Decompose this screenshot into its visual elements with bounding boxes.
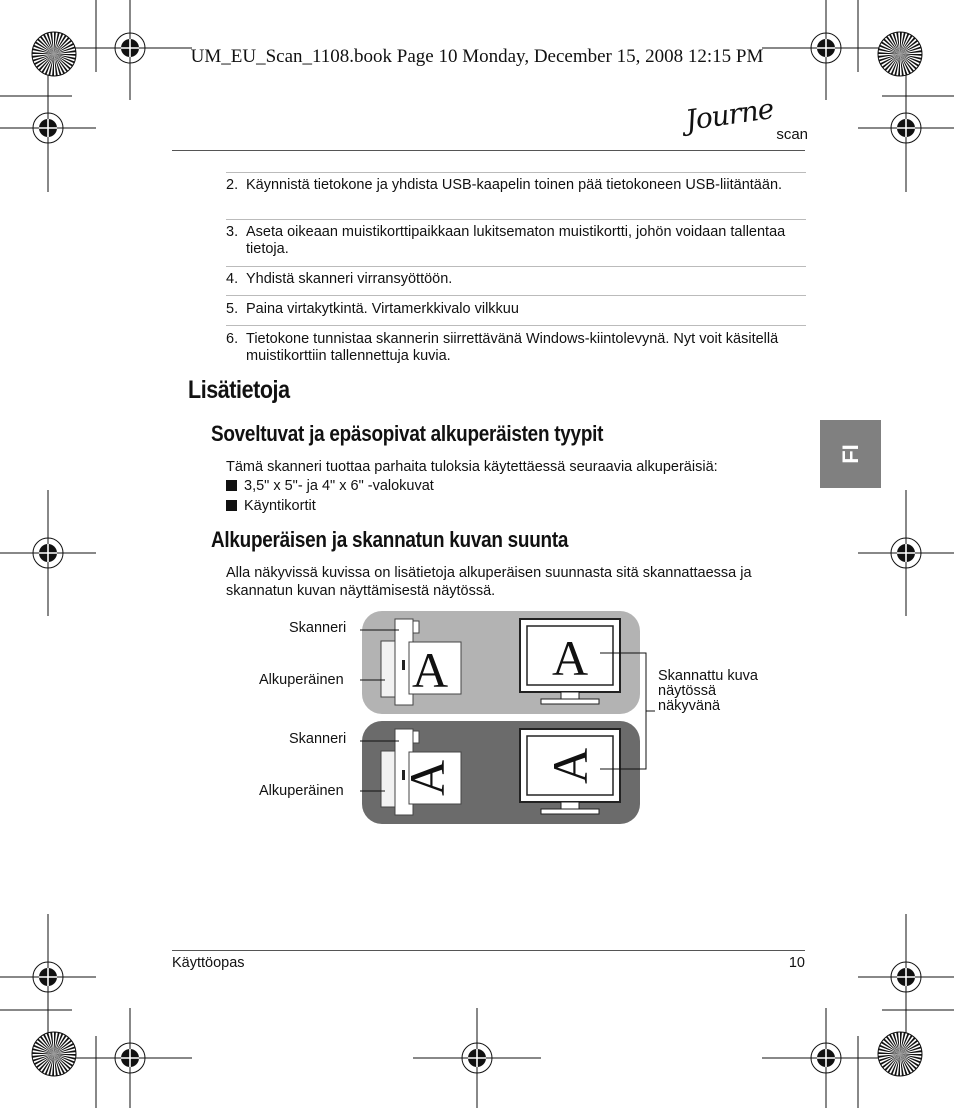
step-number: 6. [226, 331, 239, 347]
header-rule [172, 150, 805, 151]
step-text: Tietokone tunnistaa skannerin siirrettävänä Windows-kiintolevynä. Nyt voit käsitellä muistikorttiin tallennettuja kuvia. [246, 331, 779, 364]
step-divider [226, 295, 806, 296]
step-item [226, 331, 786, 365]
section-title: Lisätietoja [188, 376, 290, 404]
step-text: Paina virtakytkintä. Virtamerkkivalo vilkkuu [246, 301, 519, 317]
bullet-text: Käyntikortit [244, 498, 316, 514]
language-tab [820, 420, 881, 488]
page-number: 10 [788, 955, 805, 971]
label-scanned-result: Skannattu kuva näytössä näkyvänä [658, 668, 758, 714]
label-scanner-top: Skanneri [289, 620, 347, 636]
step-item [226, 177, 786, 194]
label-original-top: Alkuperäinen [259, 672, 344, 688]
step-item [226, 301, 786, 318]
step-divider [226, 325, 806, 326]
original-letter-top: A [411, 642, 449, 698]
step-divider [226, 172, 806, 173]
types-intro: Tämä skanneri tuottaa parhaita tuloksia käytettäessä seuraavia alkuperäisiä: [226, 459, 718, 475]
bullet-square-icon [226, 500, 237, 511]
bullet-item [226, 498, 316, 514]
brand-script: Journe [683, 92, 776, 137]
step-text: Aseta oikeaan muistikorttipaikkaan lukitsematon muistikortti, johön voidaan tallentaa tietoja. [246, 224, 786, 257]
step-text: Käynnistä tietokone ja yhdista USB-kaapelin toinen pää tietokoneen USB-liitäntään. [246, 177, 783, 193]
step-number: 4. [226, 271, 239, 287]
step-text: Yhdistä skanneri virransyöttöön. [246, 271, 453, 287]
brand-logo [683, 92, 808, 150]
orientation-diagram [355, 605, 655, 830]
bullet-square-icon [226, 480, 237, 491]
label-original-bottom: Alkuperäinen [259, 783, 344, 799]
subsection-title-orientation: Alkuperäisen ja skannatun kuvan suunta [211, 527, 569, 552]
language-tab-label: FI [837, 444, 863, 464]
original-letter-bottom: A [399, 759, 455, 797]
footer-title: Käyttöopas [172, 955, 245, 971]
screen-letter-top: A [551, 630, 589, 686]
bullet-item [226, 478, 434, 494]
bullet-text: 3,5" x 5"- ja 4" x 6" -valokuvat [244, 478, 434, 494]
label-scanner-bottom: Skanneri [289, 731, 347, 747]
step-item [226, 271, 786, 288]
brand-word: scan [776, 126, 808, 143]
subsection-title-types: Soveltuvat ja epäsopivat alkuperäisten tyypit [211, 421, 604, 446]
print-header: UM_EU_Scan_1108.book Page 10 Monday, December 15, 2008 12:15 PM [190, 46, 764, 67]
footer-rule [172, 950, 805, 951]
step-number: 3. [226, 224, 239, 240]
step-divider [226, 266, 806, 267]
step-number: 2. [226, 177, 239, 193]
step-divider [226, 219, 806, 220]
step-item [226, 224, 786, 258]
screen-letter-bottom: A [542, 747, 598, 785]
orientation-intro: Alla näkyvissä kuvissa on lisätietoja alkuperäisen suunnasta sitä skannattaessa ja skannatun kuvan näyttämisestä näytössä. [226, 565, 752, 599]
step-number: 5. [226, 301, 239, 317]
